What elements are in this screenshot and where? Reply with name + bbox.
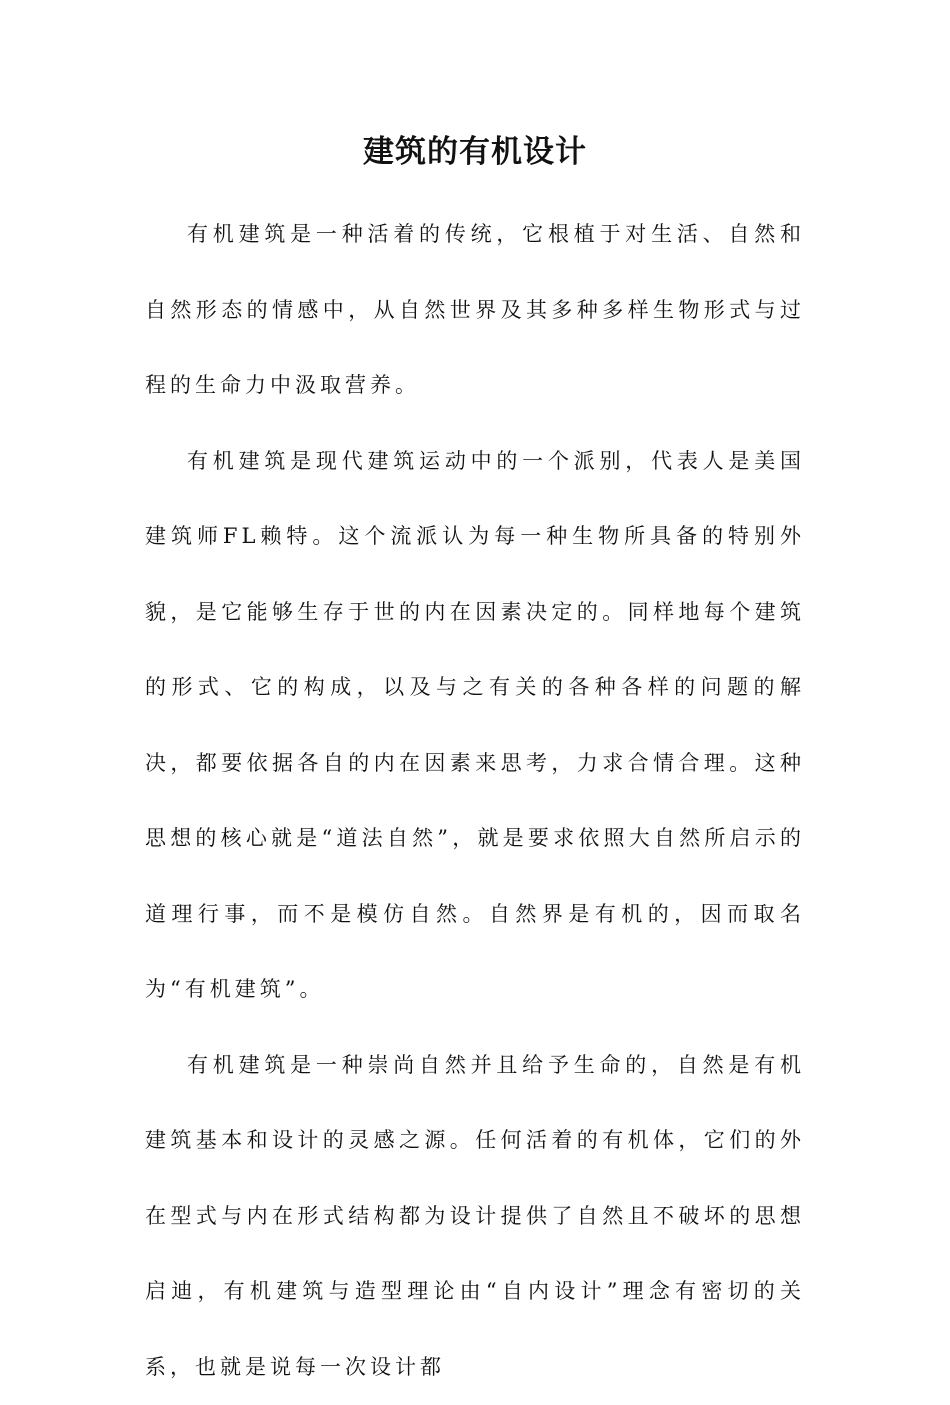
document-body	[145, 197, 805, 1405]
paragraph-1: 有机建筑是一种活着的传统，它根植于对生活、自然和自然形态的情感中，从自然世界及其多种多样生物形式与过程的生命力中汲取营养。	[145, 197, 805, 424]
paragraph-2: 有机建筑是现代建筑运动中的一个派别，代表人是美国建筑师FL赖特。这个流派认为每一种生物所具备的特别外貌，是它能够生存于世的内在因素决定的。同样地每个建筑的形式、它的构成，以及与之有关的各种各样的问题的解决，都要依据各自的内在因素来思考，力求合情合理。这种思想的核心就是“道法自然”，就是要求依照大自然所启示的道理行事，而不是模仿自然。自然界是有机的，因而取名为“有机建筑”。	[145, 424, 805, 1028]
paragraph-3: 有机建筑是一种崇尚自然并且给予生命的，自然是有机建筑基本和设计的灵感之源。任何活着的有机体，它们的外在型式与内在形式结构都为设计提供了自然且不破坏的思想启迪，有机建筑与造型理论由“自内设计”理念有密切的关系，也就是说每一次设计都	[145, 1028, 805, 1405]
document-title: 建筑的有机设计	[0, 128, 950, 176]
